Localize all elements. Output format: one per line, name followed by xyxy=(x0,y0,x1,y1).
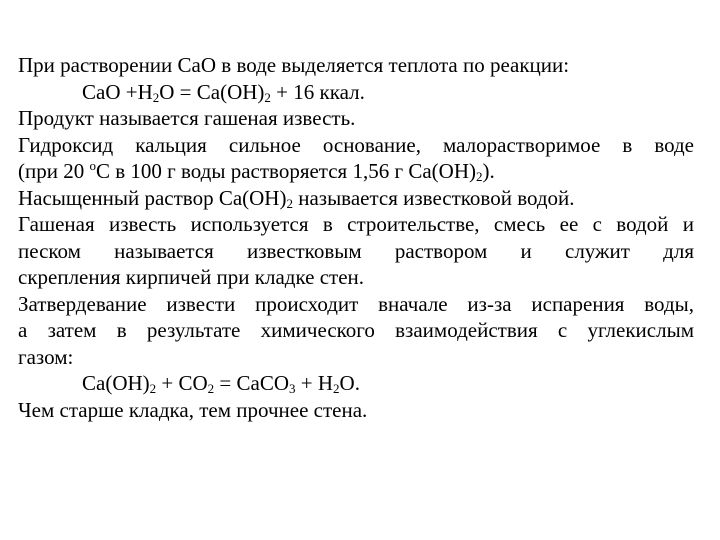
usage-text: Гашеная известь используется в строительстве, смесь ее с водой и xyxy=(18,212,694,236)
solubility-part-b: C в 100 г воды растворяется 1,56 г Ca(OH) xyxy=(95,159,476,183)
eq2-part-b: + CO xyxy=(156,371,208,395)
eq1-part-a: CaO +H xyxy=(82,79,153,104)
text-line-solubility xyxy=(18,158,694,185)
text-line-hardening xyxy=(18,291,694,318)
eq2-part-a: Ca(OH) xyxy=(82,371,150,395)
text-line-saturated xyxy=(18,185,694,212)
reaction-text: а затем в результате химического взаимодействия с углекислым xyxy=(18,318,694,342)
text-line-hydroxide xyxy=(18,132,694,159)
solubility-part-a: (при 20 xyxy=(18,159,90,183)
eq2-part-c: = CaCO xyxy=(214,371,290,395)
solubility-sub: 2 xyxy=(475,169,483,184)
eq1-part-b: O = Ca(OH) xyxy=(159,79,265,104)
eq2-part-e: O. xyxy=(339,371,360,395)
text-line-conclusion xyxy=(18,397,694,424)
intro-text: При растворении CaO в воде выделяется теплота по реакции: xyxy=(18,53,570,77)
eq1-sub-b: 2 xyxy=(264,89,271,105)
text-line-product xyxy=(18,105,694,132)
equation-carbonation xyxy=(18,370,694,397)
conclusion-text: Чем старше кладка, тем прочнее стена. xyxy=(18,397,368,422)
eq2-sub-b: 2 xyxy=(207,381,215,396)
text-line-gas xyxy=(18,344,694,371)
hydroxide-text: Гидроксид кальция сильное основание, малорастворимое в воде xyxy=(18,132,694,157)
eq1-sub-a: 2 xyxy=(152,89,160,105)
mortar-text: песком называется известковым раствором и служит для xyxy=(18,238,694,263)
eq2-sub-a: 2 xyxy=(149,381,157,396)
saturated-part-a: Насыщенный раствор Ca(OH) xyxy=(18,185,287,210)
document-text xyxy=(18,52,694,423)
saturated-part-b: называется известковой водой. xyxy=(292,185,575,210)
eq2-part-d: + H xyxy=(295,371,334,395)
eq2-sub-d: 2 xyxy=(333,381,340,396)
degree-sup: o xyxy=(89,158,96,173)
bricks-text: скрепления кирпичей при кладке стен. xyxy=(18,265,365,289)
product-text: Продукт называется гашеная известь. xyxy=(18,106,356,130)
text-line-bricks xyxy=(18,264,694,291)
saturated-sub: 2 xyxy=(286,195,293,211)
text-line-reaction xyxy=(18,317,694,344)
gas-text: газом: xyxy=(18,344,74,369)
eq2-sub-c: 3 xyxy=(289,381,296,396)
equation-cao-water xyxy=(18,79,694,106)
text-line-mortar xyxy=(18,238,694,265)
text-line-usage xyxy=(18,211,694,238)
hardening-text: Затвердевание извести происходит вначале из-за испарения воды, xyxy=(18,291,694,316)
eq1-part-c: + 16 ккал. xyxy=(270,79,365,104)
text-line-intro xyxy=(18,52,694,79)
solubility-part-c: ). xyxy=(482,159,495,183)
